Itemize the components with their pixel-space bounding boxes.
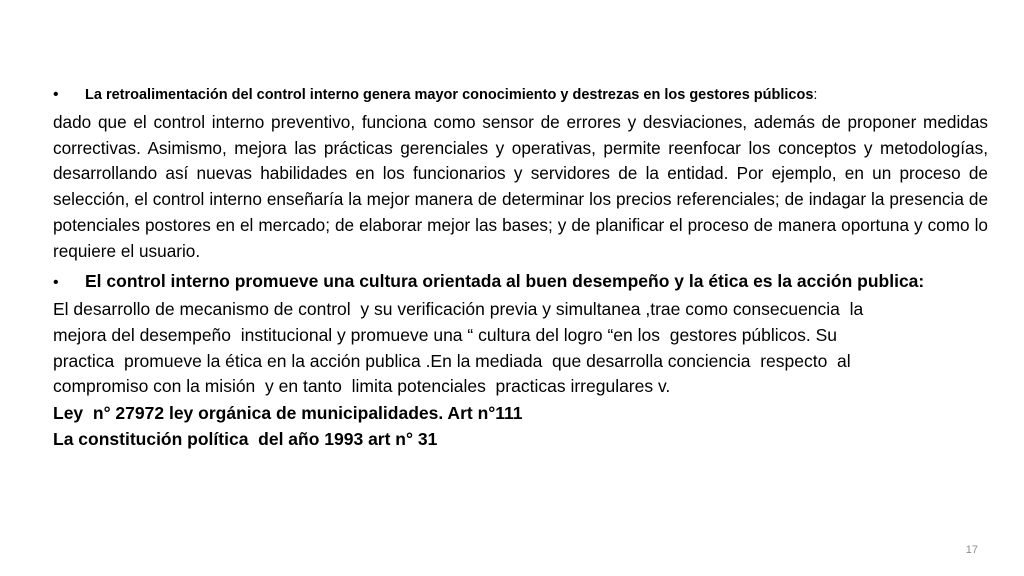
bullet-item-1 xyxy=(53,80,988,106)
bullet-icon: • xyxy=(53,86,59,103)
section2-body xyxy=(53,297,988,400)
constitution-reference: La constitución política del año 1993 art n° 31 xyxy=(53,429,438,450)
section1-body: dado que el control interno preventivo, funciona como sensor de errores y desviaciones, además de proponer medidas correctivas. Asimismo, mejora las prácticas gerenciales y operativas, permite reenfocar los conceptos y metodologías, desarrollando así nuevas habilidades en los funcionarios y servidores de la entidad. Por ejemplo, en un proceso de selección, el control interno enseñaría la mejor manera de determinar los precios referenciales; de indagar la presencia de potenciales postores en el mercado; de elaborar mejor las bases; y de planificar el proceso de manera oportuna y como lo requiere el usuario. xyxy=(53,112,988,261)
section2-body-line: El desarrollo de mecanismo de control y su verificación previa y simultanea ,trae como consecuencia la xyxy=(53,299,864,320)
section1-heading-text xyxy=(85,84,817,106)
section2-heading: El control interno promueve una cultura orientada al buen desempeño y la ética es la acción publica: xyxy=(85,271,925,292)
section1-heading-colon: : xyxy=(813,87,818,103)
section2-body-line: compromiso con la misión y en tanto limita potenciales practicas irregulares v. xyxy=(53,376,671,397)
slide-content xyxy=(53,80,988,452)
page-number: 17 xyxy=(965,544,978,556)
law-reference: Ley n° 27972 ley orgánica de municipalidades. Art n°111 xyxy=(53,403,523,424)
section2-body-line: mejora del desempeño institucional y promueve una “ cultura del logro “en los gestores públicos. Su xyxy=(53,324,838,345)
bullet-item-2 xyxy=(53,264,988,294)
section1-heading: La retroalimentación del control interno genera mayor conocimiento y destrezas en los gestores públicos xyxy=(85,87,814,103)
bullet-icon: • xyxy=(53,274,59,292)
section2-body-line: practica promueve la ética en la acción publica .En la mediada que desarrolla conciencia respecto al xyxy=(53,350,851,371)
